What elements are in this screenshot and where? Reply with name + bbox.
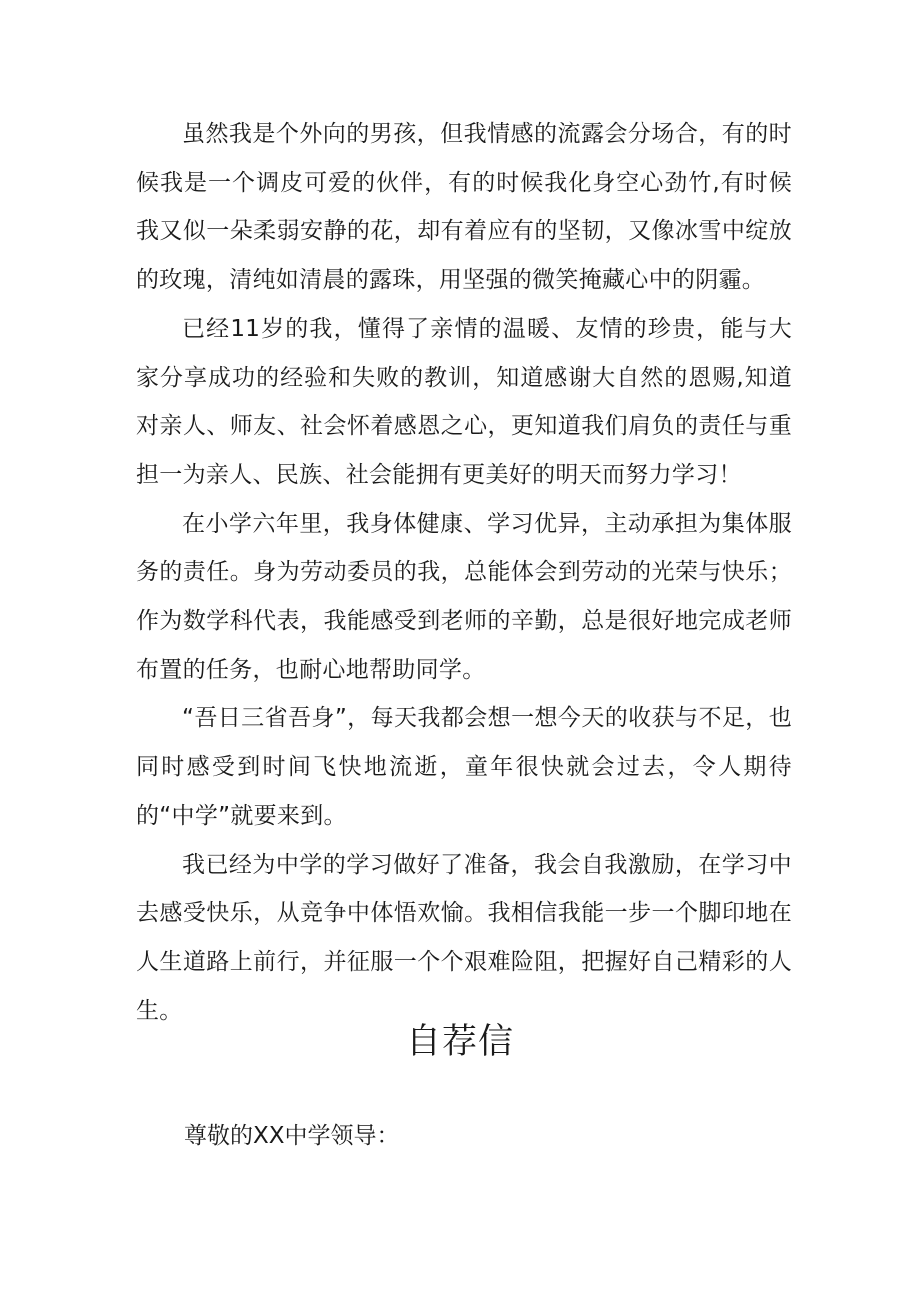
letter-salutation: 尊敬的XX中学领导：: [184, 1123, 400, 1149]
paragraph-school-duties: 在小学六年里，我身体健康、学习优异，主动承担为集体服务的责任。身为劳动委员的我，总能体会到劳动的光荣与快乐；作为数学科代表，我能感受到老师的辛勤，总是很好地完成老师布置的任务，也耐心地帮助同学。: [136, 510, 792, 683]
paragraph-preparation: 我已经为中学的学习做好了准备，我会自我激励，在学习中去感受快乐，从竞争中体悟欢愉。我相信我能一步一个脚印地在人生道路上前行，并征服一个个艰难险阻，把握好自己精彩的人生。: [136, 851, 792, 1024]
paragraph-gratitude: 已经11岁的我，懂得了亲情的温暖、友情的珍贵，能与大家分享成功的经验和失败的教训，知道感谢大自然的恩赐,知道对亲人、师友、社会怀着感恩之心，更知道我们肩负的责任与重担一为亲人、民族、社会能拥有更美好的明天而努力学习！: [136, 315, 792, 488]
paragraph-reflection: “吾日三省吾身”，每天我都会想一想今天的收获与不足，也同时感受到时间飞快地流逝，童年很快就会过去，令人期待的“中学”就要来到。: [136, 705, 792, 829]
letter-body: [136, 110, 792, 1035]
letter-title: 自荐信: [405, 1022, 514, 1062]
paragraph-personality: 虽然我是个外向的男孩，但我情感的流露会分场合，有的时候我是一个调皮可爱的伙伴，有的时候我化身空心劲竹,有时候我又似一朵柔弱安静的花，却有着应有的坚韧，又像冰雪中绽放的玫瑰，清纯如清晨的露珠，用坚强的微笑掩藏心中的阴霾。: [136, 121, 792, 294]
